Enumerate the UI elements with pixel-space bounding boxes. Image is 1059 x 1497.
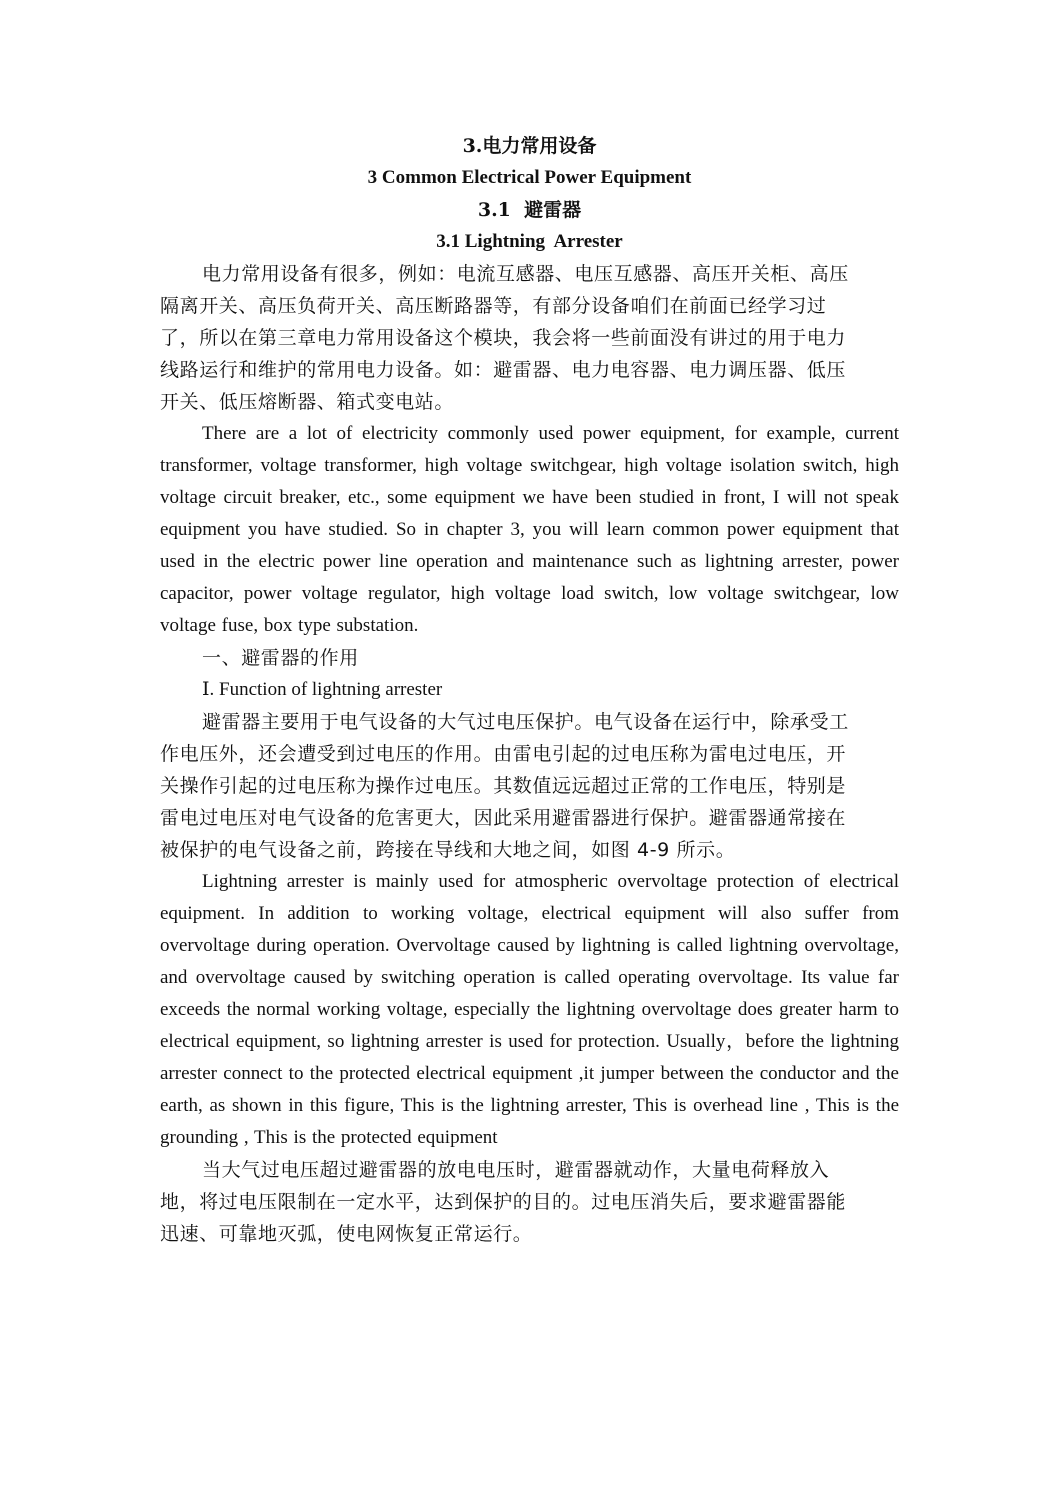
section-title-zh: 3.1 避雷器 [477,199,582,221]
intro-paragraph-en: There are a lot of electricity commonly used power equipment, for example, current transformer, voltage transformer, high voltage switchgear, high voltage isolation switch, high voltage circuit breaker, etc., some equipment we have been studied in front, I will not speak equipment you have studied. So in chapter 3, you will learn common power equipment that used in the electric power line operation and maintenance such as lightning arrester, power capacitor, power voltage regulator, high voltage load switch, low voltage switchgear, low voltage fuse, box type substation. [160,423,899,636]
intro-paragraph-zh: 电力常用设备有很多，例如：电流互感器、电压互感器、高压开关柜、高压隔离开关、高压负荷开关、高压断路器等，有部分设备咱们在前面已经学习过了，所以在第三章电力常用设备这个模块，我会将一些前面没有讲过的用于电力线路运行和维护的常用电力设备。如：避雷器、电力电容器、电力调压器、低压开关、低压熔断器、箱式变电站。 [160,263,849,413]
chapter-title-zh: 3.电力常用设备 [462,135,597,157]
document-page [160,130,899,1250]
function-paragraph-en: Lightning arrester is mainly used for atmospheric overvoltage protection of electrical equipment. In addition to working voltage, electrical equipment will also suffer from overvoltage during operation. Overvoltage caused by lightning is called lightning overvoltage, and overvoltage caused by switching operation is called operating overvoltage. Its value far exceeds the normal working voltage, especially the lightning overvoltage does greater harm to electrical equipment, so lightning arrester is used for protection. Usually，before the lightning arrester connect to the protected electrical equipment ,it jumper between the conductor and the earth, as shown in this figure, This is the lightning arrester, This is overhead line , This is the grounding , This is the protected equipment [160,871,899,1148]
function-paragraph-zh: 避雷器主要用于电气设备的大气过电压保护。电气设备在运行中，除承受工作电压外，还会遭受到过电压的作用。由雷电引起的过电压称为雷电过电压，开关操作引起的过电压称为操作过电压。其数值远远超过正常的工作电压，特别是雷电过电压对电气设备的危害更大，因此采用避雷器进行保护。避雷器通常接在被保护的电气设备之前，跨接在导线和大地之间，如图 4-9 所示。 [160,711,849,861]
subheading-function-en: Ⅰ. Function of lightning arrester [202,679,443,700]
subheading-function-zh: 一、避雷器的作用 [202,647,359,669]
section-title-en: 3.1 Lightning Arrester [436,231,623,252]
discharge-paragraph-zh: 当大气过电压超过避雷器的放电电压时，避雷器就动作，大量电荷释放入地，将过电压限制在一定水平，达到保护的目的。过电压消失后，要求避雷器能迅速、可靠地灭弧，使电网恢复正常运行。 [160,1159,847,1245]
chapter-title-en: 3 Common Electrical Power Equipment [367,167,692,188]
